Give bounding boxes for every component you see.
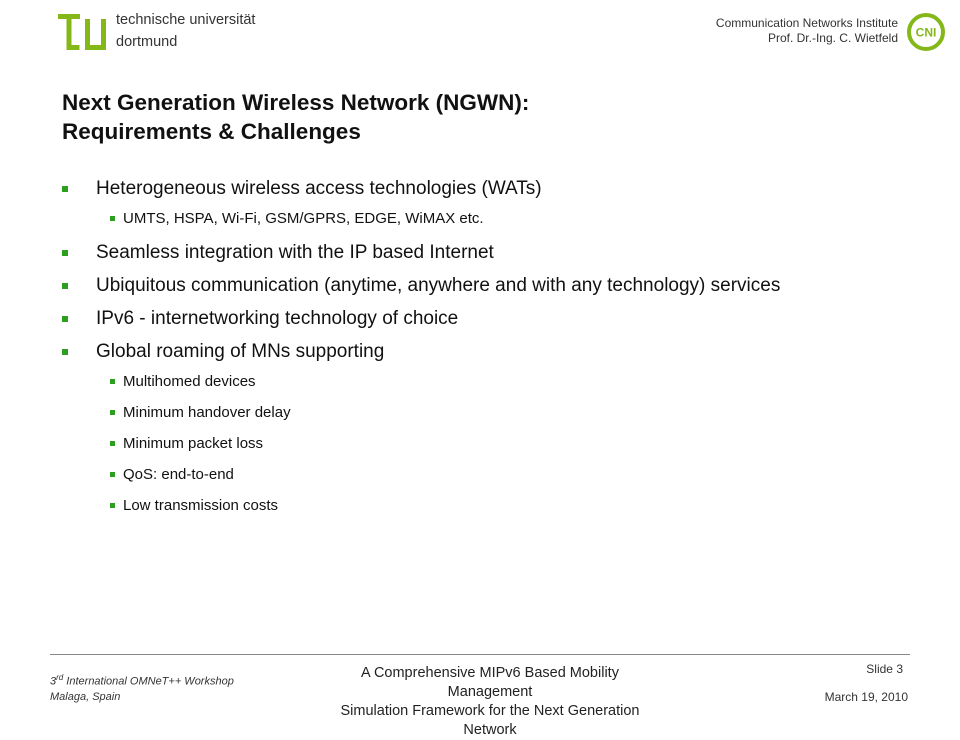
bullet-text: IPv6 - internetworking technology of choice [96, 308, 459, 329]
sub-bullet-item [60, 403, 920, 423]
footer-workshop [50, 670, 234, 705]
workshop-name [50, 670, 234, 690]
presentation-date: March 19, 2010 [824, 690, 908, 704]
bullet-text: Minimum packet loss [123, 435, 264, 452]
bullet-text: Low transmission costs [123, 497, 279, 514]
sub-bullet-item [60, 465, 920, 485]
bullet-list [60, 176, 920, 527]
bullet-square-icon [110, 472, 115, 477]
bullet-text: Seamless integration with the IP based Internet [96, 242, 494, 263]
bullet-text: Minimum handover delay [123, 404, 291, 421]
bullet-square-icon [110, 410, 115, 415]
workshop-location: Malaga, Spain [50, 690, 121, 703]
bullet-square-icon [110, 379, 115, 384]
bullet-item [60, 306, 920, 332]
bullet-text: Heterogeneous wireless access technologies (WATs) [96, 178, 542, 199]
sub-bullet-item [60, 496, 920, 516]
bullet-item [60, 240, 920, 266]
bullet-item [60, 339, 920, 365]
bullet-text: Multihomed devices [123, 373, 256, 390]
bullet-text: QoS: end-to-end [123, 466, 234, 483]
bullet-square-icon [62, 250, 68, 256]
institute-info [716, 16, 898, 46]
workshop-title: International OMNeT++ Workshop [63, 675, 234, 688]
sub-bullet-item [60, 209, 920, 229]
presentation-title-line-2: Simulation Framework for the Next Generation Network [340, 703, 640, 738]
slide-title-line-1: Next Generation Wireless Network (NGWN): [62, 90, 530, 115]
bullet-text: Ubiquitous communication (anytime, anywhere and with any technology) services [96, 275, 781, 296]
bullet-square-icon [62, 186, 68, 192]
institute-name: Communication Networks Institute [715, 16, 898, 30]
bullet-item [60, 273, 920, 299]
footer-presentation-title [330, 664, 650, 740]
bullet-square-icon [62, 316, 68, 322]
bullet-square-icon [110, 441, 115, 446]
slide-title [62, 88, 529, 146]
bullet-square-icon [62, 349, 68, 355]
university-line-1: technische universität [116, 12, 256, 28]
presentation-title-line-1: A Comprehensive MIPv6 Based Mobility Management [361, 665, 619, 700]
university-name [116, 9, 255, 53]
footer-divider [50, 654, 910, 655]
workshop-ordinal: rd [56, 673, 64, 682]
sub-bullet-item [60, 372, 920, 392]
bullet-text: UMTS, HSPA, Wi-Fi, GSM/GPRS, EDGE, WiMAX etc. [123, 210, 484, 227]
svg-text:CNI: CNI [915, 25, 937, 40]
professor-name: Prof. Dr.-Ing. C. Wietfeld [767, 31, 898, 45]
university-line-2: dortmund [116, 34, 178, 50]
sub-bullet-item [60, 434, 920, 454]
slide-number: Slide 3 [866, 662, 903, 676]
bullet-square-icon [62, 283, 68, 289]
bullet-item [60, 176, 920, 202]
tu-logo-icon [58, 14, 106, 50]
bullet-text: Global roaming of MNs supporting [96, 341, 385, 362]
cni-logo-icon [906, 12, 946, 52]
workshop-number: 3 [50, 675, 57, 688]
slide-title-line-2: Requirements & Challenges [62, 119, 361, 144]
bullet-square-icon [110, 503, 115, 508]
bullet-square-icon [110, 216, 115, 221]
